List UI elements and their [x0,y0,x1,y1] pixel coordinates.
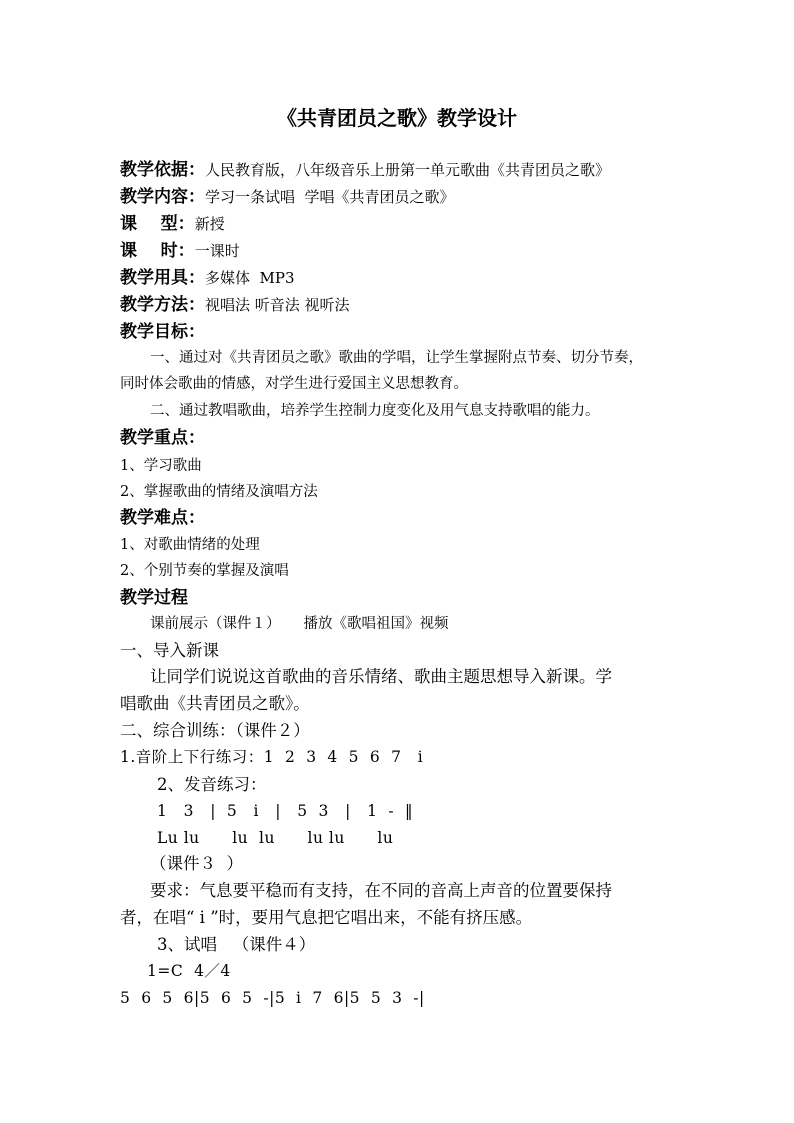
meta-label: 课 时： [120,241,195,261]
requirement-text: 要求：气息要平稳而有支持，在不同的音高上声音的位置要保持 [150,881,612,900]
goals-heading: 教学目标： [120,322,205,342]
key-point-item: 2、掌握歌曲的情绪及演唱方法 [120,484,318,500]
meta-type [120,216,225,233]
meta-value: 一课时 [194,242,240,260]
meta-label: 教学依据： [120,160,205,180]
section-1-title: 一、导入新课 [120,641,219,660]
meta-label: 教学方法： [120,295,205,315]
section-1-text-continued: 唱歌曲《共青团员之歌》。 [120,694,310,713]
meta-content [120,189,455,206]
meta-tools [120,270,295,287]
process-heading: 教学过程 [120,588,188,608]
meta-value: 人民教育版，八年级音乐上册第一单元歌曲《共青团员之歌》 [205,161,611,179]
document-title: 《共青团员之歌》教学设计 [277,106,517,130]
key-points-heading: 教学重点： [120,428,205,448]
meta-hours [120,243,240,260]
difficulty-item: 2、个别节奏的掌握及演唱 [120,563,289,579]
meta-label: 教学用具： [120,268,205,288]
goal-2: 二、通过教唱歌曲，培养学生控制力度变化及用气息支持歌唱的能力。 [150,403,600,419]
scale-exercise: 1.音阶上下行练习：1 2 3 4 5 6 7 i [120,748,424,766]
meta-value: 学习一条试唱 学唱《共青团员之歌》 [205,188,455,206]
meta-value: 新授 [194,215,225,233]
meta-label: 课 型： [120,214,195,234]
meta-value: 视唱法 听音法 视听法 [205,296,350,314]
difficulty-item: 1、对歌曲情绪的处理 [120,537,260,553]
key-signature: 1=C 4／4 [147,962,231,980]
section-2-title: 二、综合训练：（课件２） [120,721,310,740]
requirement-text-continued: 者，在唱“ i ”时，要用气息把它唱出来，不能有挤压感。 [120,908,533,927]
meta-methods [120,297,350,314]
goal-1-continued: 同时体会歌曲的情感，对学生进行爱国主义思想教育。 [120,376,468,392]
meta-basis [120,162,610,179]
preview-line: 课前展示（课件１） 播放《歌唱祖国》视频 [150,616,449,632]
melody-line: 5 6 5 6|5 6 5 -|5 i 7 6|5 5 3 -| [120,989,425,1007]
vocal-exercise-title: 2、发音练习： [157,775,267,794]
difficulties-heading: 教学难点： [120,508,205,528]
goal-1: 一、通过对《共青团员之歌》歌曲的学唱，让学生掌握附点节奏、切分节奏， [150,350,643,366]
trial-singing-title: 3、试唱 （课件４） [157,935,316,954]
vocal-lyrics: Lu lu lu lu lu lu lu [157,829,394,847]
vocal-notes: 1 3 | 5 i | 5 3 | 1 - ‖ [157,802,414,820]
meta-value: 多媒体 MP3 [205,269,295,287]
meta-label: 教学内容： [120,187,205,207]
courseware-3: （课件３ ） [150,854,243,873]
section-1-text: 让同学们说说这首歌曲的音乐情绪、歌曲主题思想导入新课。学 [150,667,612,686]
key-point-item: 1、学习歌曲 [120,458,202,474]
